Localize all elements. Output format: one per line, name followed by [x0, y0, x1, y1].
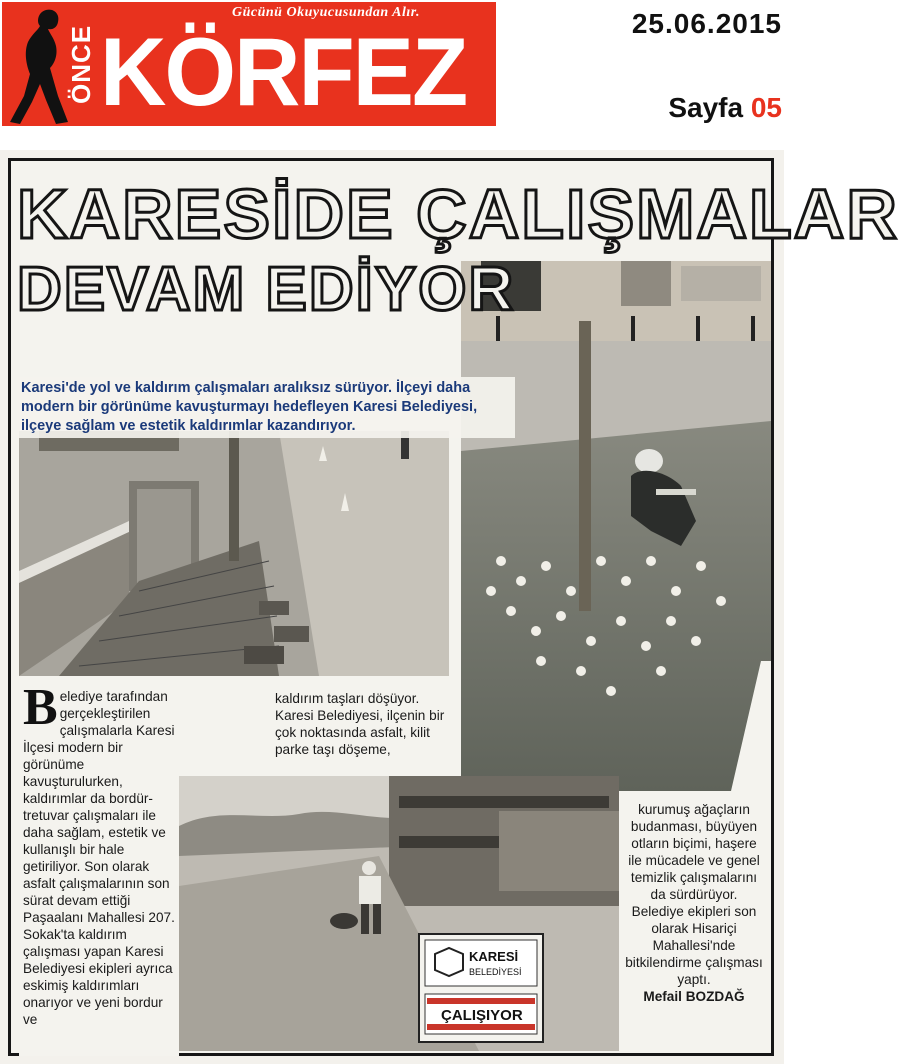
issue-date: 25.06.2015	[631, 8, 782, 39]
page-label: Sayfa	[668, 92, 744, 123]
masthead-logo	[2, 2, 496, 126]
masthead-title: KÖRFEZ	[100, 18, 467, 127]
article-clipping	[0, 150, 899, 1064]
article-dropcap: B	[23, 679, 58, 736]
article-column-1-text: elediye tarafından gerçekleştirilen çalışmalarla Karesi İlçesi modern bir görünüme kavuşturulurken, kaldırımlar da bordür-tretuvar çalışmaları ile daha sağlam, estetik ve kullanışlı bir hale getiriliyor. Son olarak asfalt çalışmalarının son sürat devam ettiği Paşaalanı Mahallesi 207. Sokak'ta kaldırım çalışması yapan Karesi Belediyesi ekipleri ayrıca eskimiş kaldırımları onarıyor ve yeni bordur ve	[23, 689, 175, 1027]
photo-sidewalk-works	[19, 431, 449, 676]
article-headline-line2: DEVAM EDİYOR	[17, 255, 516, 324]
page-number-value: 05	[750, 92, 782, 123]
sign-text-belediyesi: BELEDİYESİ	[469, 967, 522, 977]
article-byline: Mefail BOZDAĞ	[643, 989, 745, 1004]
page-number	[668, 92, 782, 124]
masthead-slogan: Gücünü Okuyucusundan Alır.	[232, 5, 420, 20]
sign-text-karesi: KARESİ	[469, 949, 519, 964]
article-column-3	[619, 799, 769, 1051]
masthead-prefix: ÖNCE	[66, 24, 96, 104]
article-headline-line1: KARESİDE ÇALIŞMALAR	[17, 175, 899, 253]
photo-flowerbed	[461, 261, 771, 791]
article-column-1	[19, 679, 179, 1056]
sign-text-calisiyor: ÇALIŞIYOR	[441, 1007, 523, 1024]
sidewalk-image	[19, 431, 449, 676]
photo-road-works	[179, 776, 619, 1051]
article-column-2-text: kaldırım taşları döşüyor. Karesi Belediyesi, ilçenin bir çok noktasında asfalt, kilit parke taşı döşeme,	[275, 691, 445, 757]
article-column-2	[271, 688, 461, 770]
flowerbed-image	[461, 261, 771, 791]
article-column-3-text: kurumuş ağaçların budanması, büyüyen otların biçimi, haşere ile mücadele ve genel temizlik çalışmalarını da sürdürüyor. Belediye ekipleri son olarak Hisariçi Mahallesi'nde bitkilendirme çalışması yaptı.	[625, 802, 763, 987]
road-image	[179, 776, 619, 1051]
article-lead: Karesi'de yol ve kaldırım çalışmaları aralıksız sürüyor. İlçeyi daha modern bir görünüme kavuşturmayı hedefleyen Karesi Belediyesi, ilçeye sağlam ve estetik kaldırımlar kazandırıyor.	[17, 377, 515, 438]
article-frame	[8, 158, 899, 1056]
